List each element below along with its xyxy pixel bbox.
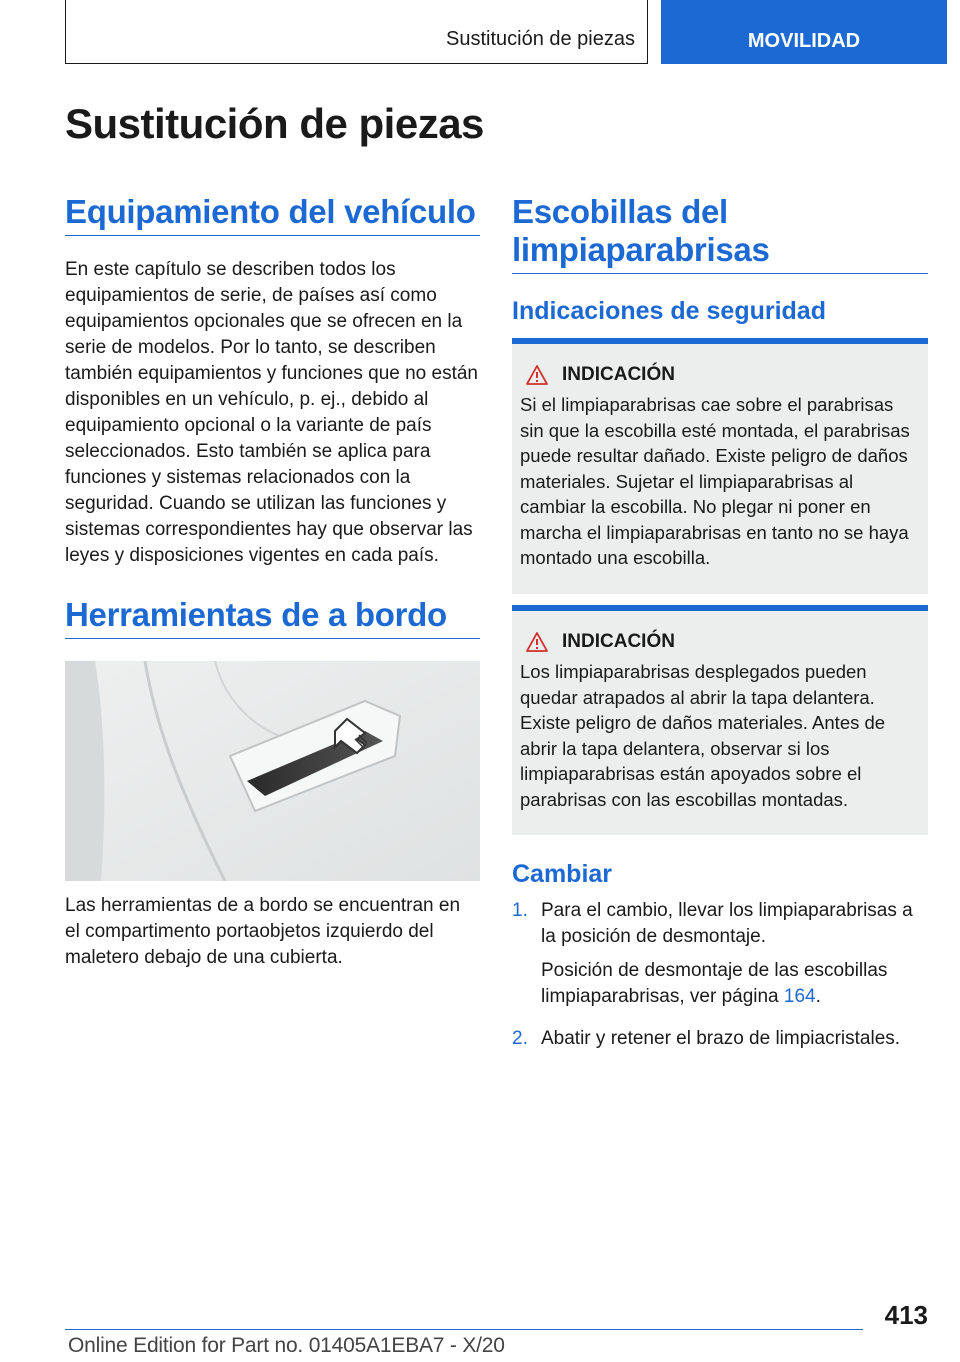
step-subtext: [541, 958, 928, 1010]
step-subtext-end: .: [815, 986, 821, 1007]
footer-divider: [65, 1329, 863, 1330]
page-number: 413: [884, 1300, 928, 1330]
step-number: 2.: [512, 1028, 528, 1049]
page-title: Sustitución de piezas: [65, 100, 484, 147]
header-section-title: Sustitución de piezas: [445, 28, 635, 50]
header-tab-movilidad[interactable]: [661, 0, 947, 64]
page-reference-link[interactable]: 164: [783, 986, 816, 1007]
tools-compartment-photo: [65, 661, 480, 881]
warning-triangle-icon: [526, 365, 548, 385]
warning-box-2: [512, 605, 928, 835]
change-steps-list: [512, 898, 928, 1068]
step-subtext-main: Posición de desmontaje de las escobillas limpiaparabrisas, ver página: [541, 960, 888, 1007]
heading-change: Cambiar: [512, 860, 613, 888]
step-text: Abatir y retener el brazo de limpiacristales.: [541, 1028, 901, 1049]
step-body: [541, 1026, 900, 1060]
warning-text: Los limpiaparabrisas desplegados pueden quedar atrapados al abrir la tapa delantera. Existe peligro de daños materiales. Antes de abrir la tapa delantera, observar si los limpiaparabrisas están apoyados sobre el parabrisas con las escobillas montadas.: [520, 661, 886, 810]
equipment-paragraph: En este capítulo se describen todos los equipamientos de serie, de países así como equipamientos opcionales que se ofrecen en la serie de modelos. Por lo tanto, se describen también equipamientos y funciones que no están disponibles en un vehículo, p. ej., debido al equipamiento opcional o la variante de país seleccionados. Esto también se aplica para funciones y sistemas relacionados con la seguridad. Cuando se utilizan las funciones y sistemas correspondientes hay que observar las leyes y disposiciones vigentes en cada país.: [65, 259, 478, 566]
header-frame: [65, 0, 648, 64]
step-number: 1.: [512, 900, 528, 921]
heading-equipment: Equipamiento del vehículo: [65, 193, 480, 236]
warning-text: Si el limpiaparabrisas cae sobre el parabrisas sin que la escobilla esté montada, el parabrisas puede resultar dañado. Existe peligro de daños materiales. Sujetar el limpiaparabrisas al cambiar la escobilla. No plegar ni poner en marcha el limpiaparabrisas en tanto no se haya montado una escobilla.: [520, 394, 910, 568]
tools-compartment-illustration: [65, 661, 480, 881]
warning-title: INDICACIÓN: [562, 364, 675, 385]
tools-paragraph: Las herramientas de a bordo se encuentran en el compartimento portaobjetos izquierdo del maletero debajo de una cubierta.: [65, 895, 461, 968]
heading-wipers: Escobillas del limpiaparabrisas: [512, 193, 928, 274]
step-1: [512, 898, 928, 1018]
step-2: [512, 1026, 928, 1060]
warning-header: [520, 631, 920, 653]
step-body: [541, 898, 928, 1018]
warning-title: INDICACIÓN: [562, 631, 675, 652]
warning-box-1: [512, 338, 928, 594]
header-tab-label: MOVILIDAD: [747, 29, 861, 52]
footer-edition: Online Edition for Part no. 01405A1EBA7 - X/20: [68, 1334, 505, 1357]
heading-tools: Herramientas de a bordo: [65, 596, 480, 639]
warning-header: [520, 364, 920, 386]
step-text: Para el cambio, llevar los limpiaparabrisas a la posición de desmontaje.: [541, 900, 913, 947]
heading-safety: Indicaciones de seguridad: [512, 297, 826, 325]
warning-triangle-icon: [526, 632, 548, 652]
